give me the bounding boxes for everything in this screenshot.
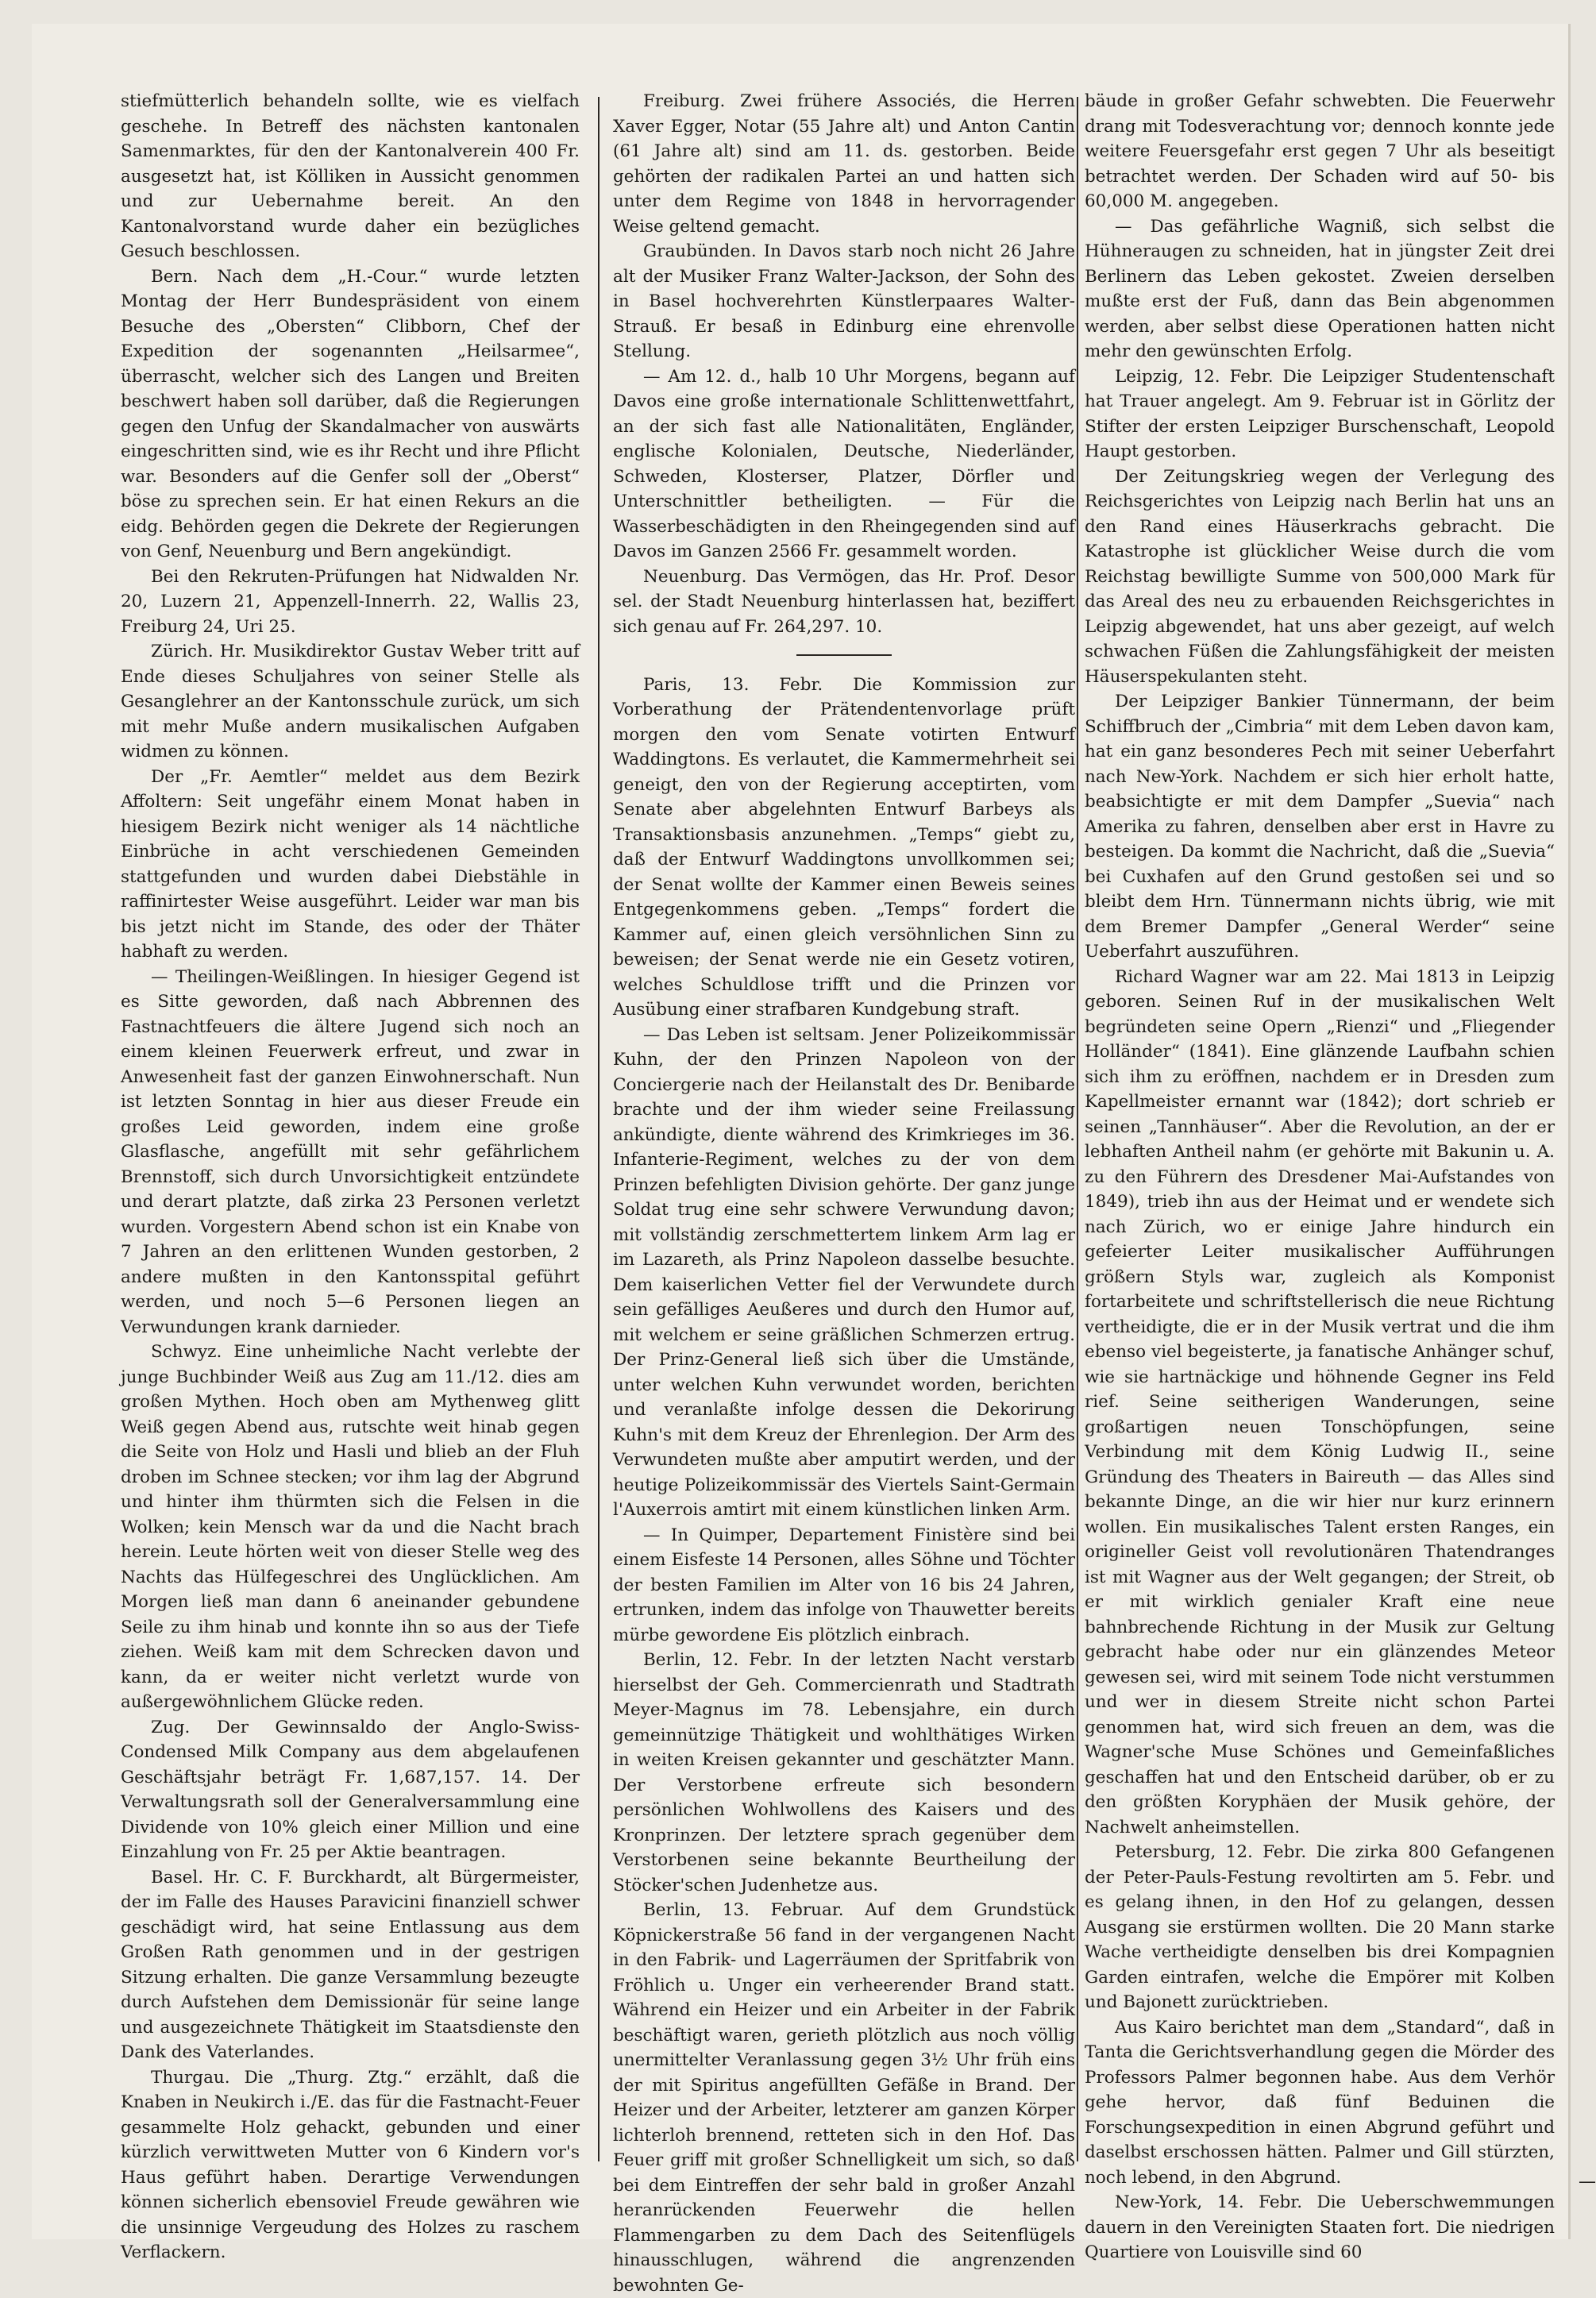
article-basel: Basel. Hr. C. F. Burckhardt, alt Bürgermeister, der im Falle des Hauses Paravicini finanziell schwer geschädigt wird, hat seine Entlassung aus dem Großen Rath genommen und in der gestrigen Sitzung erhalten. Die ganze Versammlung bezeugte durch Aufstehen dem Demissionär für seine lange und ausgezeichnete Thätigkeit im Staatsdienste den Dank des Vaterlandes. (121, 1867, 580, 2062)
section-separator (613, 642, 1075, 668)
newspaper-page (32, 24, 1596, 2296)
article-rekruten-pruefungen: Bei den Rekruten-Prüfungen hat Nidwalden Nr. 20, Luzern 21, Appenzell-Innerrh. 22, Wallis 23, Freiburg 24, Uri 25. (121, 566, 580, 637)
article-davos: — Am 12. d., halb 10 Uhr Morgens, begann auf Davos eine große internationale Schlittenwettfahrt, an der sich fast alle Nationalitäten, Engländer, englische Kolonialen, Deutsche, Niederländer, Schweden, Klosterser, Platzer, Dörfler und Unterschnittler betheiligten. — Für die Wasserbeschädigten in den Rheingegenden sind auf Davos im Ganzen 2566 Fr. gesammelt worden. (613, 366, 1075, 561)
column-rule-right (1077, 97, 1078, 2161)
article-paris: Paris, 13. Febr. Die Kommission zur Vorberathung der Prätendentenvorlage prüft morgen den vom Senate votirten Entwurf Waddingtons. Es verlautet, die Kammermehrheit sei geneigt, den von der Regierung acceptirten, vom Senate aber abgelehnten Entwurf Barbeys als Transaktionsbasis anzunehmen. „Temps“ giebt zu, daß der Entwurf Waddingtons unvollkommen sei; der Senat wollte der Kammer einen Beweis seines Entgegenkommens geben. „Temps“ fordert die Kammer auf, einen gleich versöhnlichen Sinn zu beweisen; der Senat werde nie ein Gesetz votiren, welches Schuldlose trifft und die Prinzen vor Ausübung einer strafbaren Kundgebung straft. (613, 674, 1075, 1020)
article-kantonalverein: stiefmütterlich behandeln sollte, wie es vielfach geschehe. In Betreff des nächsten kantonalen Samenmarktes, für den der Kantonalverein 400 Fr. ausgesetzt hat, ist Kölliken in Aussicht genommen und zur Uebernahme bereit. An den Kantonalvorstand wurde daher ein bezügliches Gesuch beschlossen. (121, 91, 580, 261)
article-new-york: New-York, 14. Febr. Die Ueberschwemmungen dauern in den Vereinigten Staaten fort. Die niedrigen Quartiere von Louisville sind 60 (1085, 2192, 1555, 2262)
article-thurgau: Thurgau. Die „Thurg. Ztg.“ erzählt, daß die Knaben in Neukirch i./E. das für die Fastnacht-Feuer gesammelte Holz gehackt, gebunden und einer kürzlich verwittweten Mutter von 6 Kindern vor's Haus geführt haben. Derartige Verwendungen können sicherlich ebensoviel Freude gewähren wie die unsinnige Vergeudung des Holzes zu raschem Verflackern. (121, 2067, 580, 2262)
article-graubuenden: Graubünden. In Davos starb noch nicht 26 Jahre alt der Musiker Franz Walter-Jackson, der Sohn des in Basel hochverehrten Künstlerpaares Walter-Strauß. Er besaß in Edinburg eine ehrenvolle Stellung. (613, 241, 1075, 361)
page-edge-mark: — (1579, 2172, 1596, 2192)
article-freiburg: Freiburg. Zwei frühere Associés, die Herren Xaver Egger, Notar (55 Jahre alt) und Anton Cantin (61 Jahre alt) sind am 11. ds. gestorben. Beide gehörten der radikalen Partei an und hatten sich unter dem Regime von 1848 in hervorragender Weise geltend gemacht. (613, 91, 1075, 237)
article-brand-continued: bäude in großer Gefahr schwebten. Die Feuerwehr drang mit Todesverachtung vor; dennoch konnte jede weitere Feuersgefahr erst gegen 7 Uhr als beseitigt betrachtet werden. Der Schaden wird auf 50- bis 60,000 M. angegeben. (1085, 91, 1555, 211)
column-rule-left (598, 97, 599, 2161)
article-berlin-12: Berlin, 12. Febr. In der letzten Nacht verstarb hierselbst der Geh. Commercienrath und Stadtrath Meyer-Magnus im 78. Lebensjahre, ein durch gemeinnützige Thätigkeit und wohlthätiges Wirken in weiten Kreisen gekannter und geschätzter Mann. Der Verstorbene erfreute sich besondern persönlichen Wohlwollens des Kaisers und des Kronprinzen. Der letztere sprach gegenüber dem Verstorbenen seine bekannte Beurtheilung der Stöcker'schen Judenhetze aus. (613, 1650, 1075, 1895)
article-reichsgericht: Der Zeitungskrieg wegen der Verlegung des Reichsgerichtes von Leipzig nach Berlin hat uns an den Rand eines Häuserkrachs gebracht. Die Katastrophe ist glücklicher Weise durch die vom Reichstag bewilligte Summe von 500,000 Mark für das Areal des neu zu erbauenden Reichsgerichtes in Leipzig abgewendet, hat uns aber gezeigt, auf welch schwachen Füßen die Zahlungsfähigkeit der meisten Häuserspekulanten steht. (1085, 466, 1555, 687)
column-3 (1085, 89, 1555, 2262)
article-schwyz: Schwyz. Eine unheimliche Nacht verlebte der junge Buchbinder Weiß aus Zug am 11./12. dies am großen Mythen. Hoch oben am Mythenweg glitt Weiß gegen Abend aus, rutschte weit hinab gegen die Seite von Holz und Hasli und blieb an der Fluh droben im Schnee stecken; vor ihm lag der Abgrund und hinter ihm thürmten sich die Felsen in die Wolken; kein Mensch war da und die Nacht brach herein. Leute hörten weit von dieser Stelle weg des Nachts das Hülfegeschrei des Unglücklichen. Am Morgen ließ man dann 6 aneinander gebundene Seile zu ihm hinab und konnte ihn so aus der Tiefe ziehen. Weiß kam mit dem Schrecken davon und kann, da er weiter nicht verletzt wurde von außergewöhnlichem Glücke reden. (121, 1342, 580, 1712)
article-kairo: Aus Kairo berichtet man dem „Standard“, daß in Tanta die Gerichtsverhandlung gegen die Mörder des Professors Palmer begonnen habe. Aus dem Verhör gehe hervor, daß fünf Beduinen die Forschungsexpedition in einen Abgrund geführt und daselbst erschossen hätten. Palmer und Gill stürzten, noch lebend, in den Abgrund. (1085, 2017, 1555, 2188)
article-zug: Zug. Der Gewinnsaldo der Anglo-Swiss-Condensed Milk Company aus dem abgelaufenen Geschäftsjahr beträgt Fr. 1,687,157. 14. Der Verwaltungsrath soll der Generalversammlung eine Dividende von 10% gleich einer Million und eine Einzahlung von Fr. 25 per Aktie beantragen. (121, 1717, 580, 1862)
column-2 (613, 89, 1075, 2296)
article-zuerich-weber: Zürich. Hr. Musikdirektor Gustav Weber tritt auf Ende dieses Schuljahres von seiner Stelle als Gesanglehrer an der Kantonsschule zurück, um sich mit mehr Muße andern musikalischen Aufgaben widmen zu können. (121, 642, 580, 762)
article-bern-heilsarmee: Bern. Nach dem „H.-Cour.“ wurde letzten Montag der Herr Bundespräsident von einem Besuche des „Obersten“ Clibborn, Chef der Expedition der sogenannten „Heilsarmee“, überrascht, welcher sich des Langen und Breiten beschwert haben soll darüber, daß die Regierungen gegen den Unfug der Skandalmacher von auswärts eingeschritten sind, wie es ihr Recht und ihre Pflicht war. Besonders auf die Genfer soll der „Oberst“ böse zu sprechen sein. Er hat einen Rekurs an die eidg. Behörden gegen die Dekrete der Regierungen von Genf, Neuenburg und Bern angekündigt. (121, 266, 580, 561)
article-tuennermann: Der Leipziger Bankier Tünnermann, der beim Schiffbruch der „Cimbria“ mit dem Leben davon kam, hat ein ganz besonderes Pech mit seiner Ueberfahrt nach New-York. Nachdem er sich hier erholt hatte, beabsichtigte er mit dem Dampfer „Suevia“ nach Amerika zu fahren, denselben aber erst in Havre zu besteigen. Da kommt die Nachricht, daß die „Suevia“ bei Cuxhafen auf den Grund gestoßen sei und so bleibt dem Hrn. Tünnermann nichts übrig, wie mit dem Bremer Dampfer „General Werder“ seine Ueberfahrt auszuführen. (1085, 692, 1555, 962)
article-theilingen: — Theilingen-Weißlingen. In hiesiger Gegend ist es Sitte geworden, daß nach Abbrennen des Fastnachtfeuers die ältere Jugend sich noch an einem kleinen Feuerwerk erfreut, und zwar in Anwesenheit fast der ganzen Einwohnerschaft. Nun ist letzten Sonntag in hier aus dieser Freude ein großes Leid geworden, indem eine große Glasflasche, angefüllt mit sehr gefährlichem Brennstoff, sich durch Unvorsichtigkeit entzündete und derart platzte, daß zirka 23 Personen verletzt wurden. Vorgestern Abend schon ist ein Knabe von 7 Jahren an den erlittenen Wunden gestorben, 2 andere mußten in den Kantonsspital geführt werden, und noch 5—6 Personen liegen an Verwundungen krank darnieder. (121, 966, 580, 1337)
article-neuenburg: Neuenburg. Das Vermögen, das Hr. Prof. Desor sel. der Stadt Neuenburg hinterlassen hat, beziffert sich genau auf Fr. 264,297. 10. (613, 566, 1075, 637)
article-kuhn: — Das Leben ist seltsam. Jener Polizeikommissär Kuhn, der den Prinzen Napoleon von der Conciergerie nach der Heilanstalt des Dr. Benibarde brachte und der ihm wieder seine Freilassung ankündigte, diente während des Krimkrieges im 36. Infanterie-Regiment, welches zu der von dem Prinzen befehligten Division gehörte. Der ganz junge Soldat trug eine sehr schwere Verwundung davon; mit vollständig zerschmettertem linkem Arm lag er im Lazareth, als Prinz Napoleon dasselbe besuchte. Dem kaiserlichen Vetter fiel der Verwundete durch sein gefälliges Aeußeres und durch den Humor auf, mit welchem er seine gräßlichen Schmerzen ertrug. Der Prinz-General ließ sich über die Umstände, unter welchen Kuhn verwundet worden, berichten und veranlaßte infolge dessen die Dekorirung Kuhn's mit dem Kreuz der Ehrenlegion. Der Arm des Verwundeten mußte aber amputirt werden, und der heutige Polizeikommissär des Viertels Saint-Germain l'Auxerrois amtirt mit einem künstlichen linken Arm. (613, 1024, 1075, 1520)
article-berlin-13: Berlin, 13. Februar. Auf dem Grundstück Köpnickerstraße 56 fand in der vergangenen Nacht in den Fabrik- und Lagerräumen der Spritfabrik von Fröhlich u. Unger ein verheerender Brand statt. Während ein Heizer und ein Arbeiter in der Fabrik beschäftigt waren, gerieth plötzlich aus noch völlig unermittelter Veranlassung gegen 3½ Uhr früh eins der mit Spiritus angefüllten Gefäße in Brand. Der Heizer und der Arbeiter, letzterer am ganzen Körper lichterloh brennend, retteten sich in den Hof. Das Feuer griff mit großer Schnelligkeit um sich, so daß bei dem Eintreffen der sehr bald in großer Anzahl heranrückenden Feuerwehr die hellen Flammengarben zu dem Dach des Seitenflügels hinausschlugen, während die angrenzenden bewohnten Ge- (613, 1900, 1075, 2296)
column-1 (121, 89, 580, 2262)
article-petersburg: Petersburg, 12. Febr. Die zirka 800 Gefangenen der Peter-Pauls-Festung revoltirten am 5. Febr. und es gelang ihnen, in den Hof zu gelangen, dessen Ausgang sie erstürmen wollten. Die 20 Mann starke Wache vertheidigte denselben bis drei Kompagnien Garden eintrafen, welche die Empörer mit Kolben und Bajonett zurücktrieben. (1085, 1842, 1555, 2012)
article-huehneraugen: — Das gefährliche Wagniß, sich selbst die Hühneraugen zu schneiden, hat in jüngster Zeit drei Berlinern das Leben gekostet. Zweien derselben mußte erst der Fuß, dann das Bein abgenommen werden, aber selbst diese Operationen hatten nicht mehr den gewünschten Erfolg. (1085, 216, 1555, 361)
article-quimper: — In Quimper, Departement Finistère sind bei einem Eisfeste 14 Personen, alles Söhne und Töchter der besten Familien im Alter von 16 bis 24 Jahren, ertrunken, indem das infolge von Thauwetter bereits mürbe gewordene Eis plötzlich einbrach. (613, 1525, 1075, 1645)
article-leipzig: Leipzig, 12. Febr. Die Leipziger Studentenschaft hat Trauer angelegt. Am 9. Februar ist in Görlitz der Stifter der ersten Leipziger Burschenschaft, Leopold Haupt gestorben. (1085, 366, 1555, 461)
article-richard-wagner: Richard Wagner war am 22. Mai 1813 in Leipzig geboren. Seinen Ruf in der musikalischen Welt begründeten seine Opern „Rienzi“ und „Fliegender Holländer“ (1841). Eine glänzende Laufbahn schien sich ihm zu eröffnen, nachdem er in Dresden zum Kapellmeister ernannt war (1842); dort schrieb er seinen „Tannhäuser“. Aber die Revolution, an der er lebhaften Antheil nahm (er gehörte mit Bakunin u. A. zu den Führern des Dresdener Mai-Aufstandes von 1849), trieb ihn aus der Heimat und er wendete sich nach Zürich, wo er einige Jahre hindurch ein gefeierter Leiter musikalischer Aufführungen größern Styls war, zugleich als Komponist fortarbeitete und schriftstellerisch die neue Richtung vertheidigte, die er in der Musik vertrat und die ihm ebenso viel begeisterte, ja fanatische Anhänger schuf, wie sie hartnäckige und höhnende Gegner ins Feld rief. Seine seitherigen Wanderungen, seine großartigen neuen Tonschöpfungen, seine Verbindung mit dem König Ludwig II., seine Gründung des Theaters in Baireuth — das Alles sind bekannte Dinge, an die wir hier nur kurz erinnern wollen. Ein musikalisches Talent ersten Ranges, ein origineller Geist voll revolutionären Thatendranges ist mit Wagner aus der Welt gegangen; der Streit, ob er mit wirklich genialer Kraft eine neue bahnbrechende Richtung in der Musik zur Geltung gebracht habe oder nur ein glänzendes Meteor gewesen sei, wird mit seinem Tode nicht verstummen und wer in diesem Streite nicht schon Partei genommen hat, wird sich freuen an dem, was die Wagner'sche Muse Schönes und Gemeinfaßliches geschaffen hat und den Entscheid darüber, ob er zu den größten Koryphäen der Musik gehöre, der Nachwelt anheimstellen. (1085, 966, 1555, 1837)
article-affoltern: Der „Fr. Aemtler“ meldet aus dem Bezirk Affoltern: Seit ungefähr einem Monat haben in hiesigem Bezirk nicht weniger als 14 nächtliche Einbrüche in acht verschiedenen Gemeinden stattgefunden und wurden dabei Diebstähle in raffinirtester Weise ausgeführt. Leider war man bis bis jetzt nicht im Stande, des oder der Thäter habhaft zu werden. (121, 766, 580, 962)
